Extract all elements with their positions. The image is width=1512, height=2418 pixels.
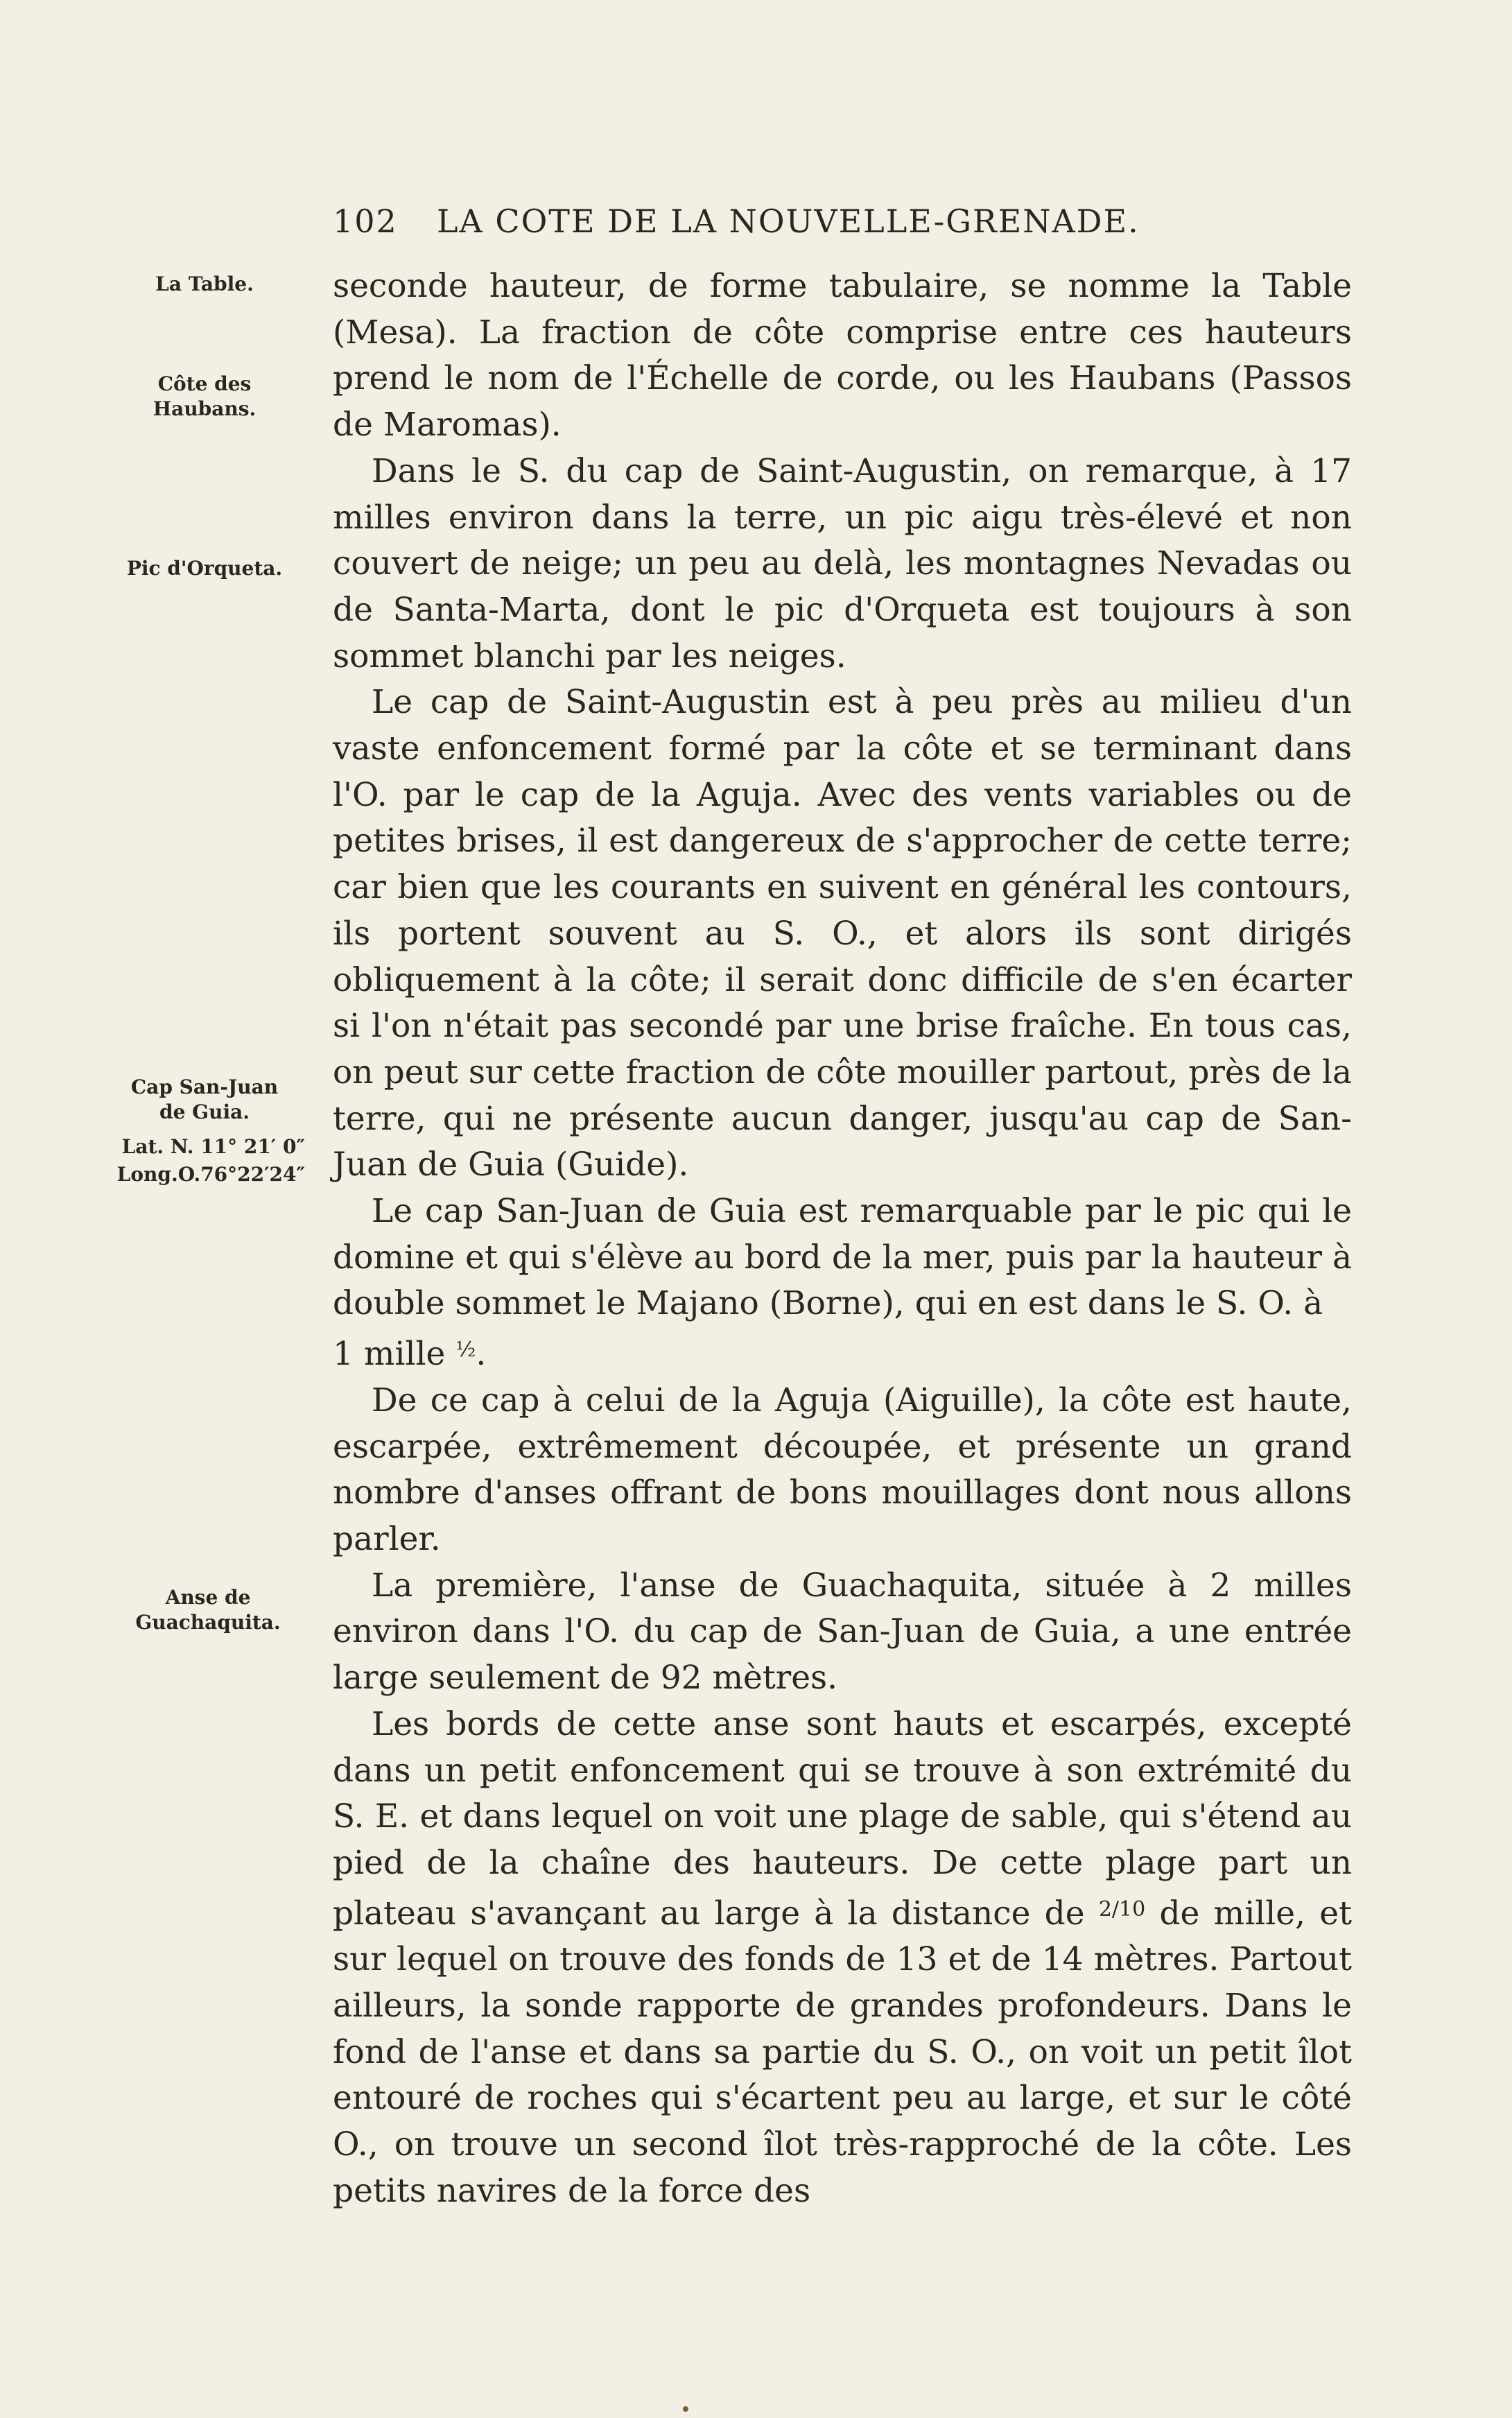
page-number: 102: [333, 202, 398, 240]
paragraph-7: [333, 1702, 1352, 2215]
fraction-one-half: ½: [455, 1338, 476, 1363]
margin-note-table: La Table.: [155, 273, 254, 295]
paragraph-4: Le cap San-Juan de Guia est remarquable par le pic qui le domine et qui s'élève au bord de la mer, puis par la hauteur à double sommet le Majano (Borne), qui en est dans le S. O. à 1 mille $^{\frac{1}{2}}$.: [333, 1192, 1352, 1374]
paragraph-4-text: Le cap San-Juan de Guia est remarquable par le pic qui le domine et qui s'élève au bord de la mer, puis par la hauteur à double sommet le Majano (Borne), qui en est dans le S. O. à: [333, 1192, 1352, 1323]
paragraph-7-text-b: de mille, et sur lequel on trouve des fonds de 13 et de 14 mètres. Partout ailleurs, la sonde rapporte de grandes profondeurs. Dans le fond de l'anse et dans sa partie du S. O., on voit un petit îlot entouré de roches qui s'écartent peu au large, et sur le côté O., on trouve un second îlot très-rapproché de la côte. Les petits navires de la force des: [333, 1894, 1352, 2210]
mile-distance: 1 mille: [333, 1335, 446, 1374]
fraction-two-tenths: 2/10: [1098, 1897, 1146, 1922]
margin-note-guachaquita: Anse de Guachaquita.: [135, 1586, 281, 1634]
paragraph-2: Dans le S. du cap de Saint-Augustin, on remarque, à 17 milles environ dans la terre, un pic aigu très-élevé et non couvert de neige; un peu au delà, les montagnes Nevadas ou de Santa-Marta, dont le pic d'Orqueta est toujours à son sommet blanchi par les neiges.: [333, 451, 1352, 675]
margin-note-orqueta: Pic d'Orqueta.: [126, 557, 283, 580]
paragraph-7-text-a: Les bords de cette anse sont hauts et escarpés, excepté dans un petit enfoncement qui se trouve à son extrémité du S. E. et dans lequel on voit une plage de sable, qui s'étend au pied de la chaîne des hauteurs. De cette plage part un plateau s'avançant au large à la distance de: [333, 1704, 1352, 1933]
margin-note-longitude: Long.O.76°22′24″: [116, 1163, 305, 1186]
margin-note-haubans: Côte des Haubans.: [153, 372, 257, 420]
margin-note-latitude: Lat. N. 11° 21′ 0″: [121, 1135, 305, 1158]
ink-speck: [683, 2406, 688, 2412]
margin-note-cap-san-juan: Cap San-Juan de Guia.: [130, 1076, 279, 1123]
running-title: LA COTE DE LA NOUVELLE-GRENADE.: [437, 202, 1140, 240]
running-header: [333, 202, 1352, 240]
paragraph-1: seconde hauteur, de forme tabulaire, se nomme la Table (Mesa). La fraction de côte comprise entre ces hauteurs prend le nom de l'Échelle de corde, ou les Haubans (Passos de Maromas).: [333, 267, 1352, 444]
paragraph-6: La première, l'anse de Guachaquita, située à 2 milles environ dans l'O. du cap de San-Juan de Guia, a une entrée large seulement de 92 mètres.: [333, 1566, 1352, 1698]
paragraph-5: De ce cap à celui de la Aguja (Aiguille), la côte est haute, escarpée, extrêmement découpée, et présente un grand nombre d'anses offrant de bons mouillages dont nous allons parler.: [333, 1381, 1352, 1558]
paragraph-3: Le cap de Saint-Augustin est à peu près au milieu d'un vaste enfoncement formé par la côte et se terminant dans l'O. par le cap de la Aguja. Avec des vents variables ou de petites brises, il est dangereux de s'approcher de cette terre; car bien que les courants en suivent en général les contours, ils portent souvent au S. O., et alors ils sont dirigés obliquement à la côte; il serait donc difficile de s'en écarter si l'on n'était pas secondé par une brise fraîche. En tous cas, on peut sur cette fraction de côte mouiller partout, près de la terre, qui ne présente aucun danger, jusqu'au cap de San-Juan de Guia (Guide).: [333, 683, 1352, 1184]
body-text: [333, 264, 1352, 2215]
